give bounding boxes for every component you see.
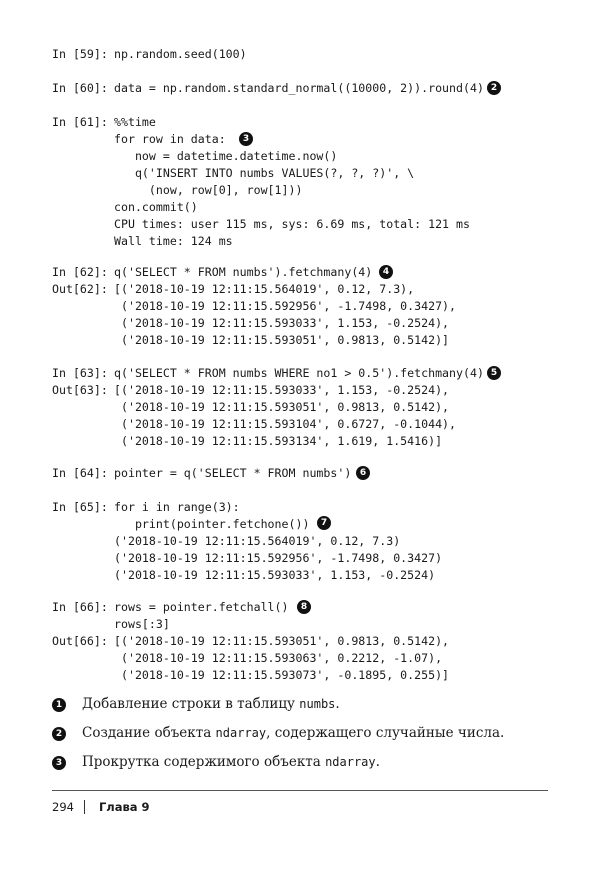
cell-61	[52, 114, 470, 250]
code-output-line: ('2018-10-19 12:11:15.593033', 1.153, -0.2524),	[114, 316, 450, 330]
note-text: Создание объекта	[82, 725, 216, 741]
code-line: rows[:3]	[114, 617, 170, 631]
note-text: .	[335, 696, 340, 712]
code-output-line: ('2018-10-19 12:11:15.593051', 0.9813, 0.5142)]	[114, 333, 450, 347]
page-footer	[52, 800, 150, 814]
cell-prompt: In [64]:	[52, 466, 108, 480]
cell-62	[52, 264, 456, 349]
cell-prompt: In [66]:	[52, 600, 108, 614]
cell-66	[52, 599, 449, 684]
cell-prompt: Out[62]:	[52, 282, 108, 296]
cell-59	[52, 46, 247, 63]
code-output-line: [('2018-10-19 12:11:15.564019', 0.12, 7.3),	[114, 282, 415, 296]
cell-60	[52, 80, 484, 97]
note-code: ndarray	[215, 726, 267, 740]
note-text: Прокрутка содержимого объекта	[82, 754, 326, 770]
footer-divider	[52, 790, 548, 791]
callout-4-icon: 4	[379, 265, 393, 279]
page-number: 294	[52, 800, 74, 814]
code-line: %%time	[114, 115, 156, 129]
code-output-line: [('2018-10-19 12:11:15.593051', 0.9813, 0.5142),	[114, 634, 450, 648]
code-output-line: ('2018-10-19 12:11:15.564019', 0.12, 7.3)	[114, 534, 401, 548]
cell-prompt: In [59]:	[52, 47, 108, 61]
cell-prompt: In [65]:	[52, 500, 108, 514]
code-line: q('INSERT INTO numbs VALUES(?, ?, ?)', \	[114, 166, 415, 180]
note-code: ndarray	[325, 755, 376, 769]
code-output-line: Wall time: 124 ms	[114, 234, 233, 248]
cell-prompt: Out[63]:	[52, 383, 108, 397]
code-line: (now, row[0], row[1]))	[114, 183, 303, 197]
callout-6-icon: 6	[356, 466, 370, 480]
code-line: pointer = q('SELECT * FROM numbs')	[114, 466, 352, 480]
code-output-line: ('2018-10-19 12:11:15.592956', -1.7498, 0.3427),	[114, 299, 457, 313]
note-text: Добавление строки в таблицу	[82, 696, 300, 712]
callout-5-icon: 5	[487, 366, 501, 380]
callout-8-icon: 8	[297, 600, 311, 614]
cell-prompt: In [63]:	[52, 366, 108, 380]
callout-7-icon: 7	[317, 516, 331, 530]
code-line: now = datetime.datetime.now()	[114, 149, 338, 163]
code-output-line: ('2018-10-19 12:11:15.593134', 1.619, 1.5416)]	[114, 434, 443, 448]
code-line: q('SELECT * FROM numbs').fetchmany(4)	[114, 265, 373, 279]
note-1	[52, 695, 340, 713]
code-output-line: ('2018-10-19 12:11:15.593073', -0.1895, 0.255)]	[114, 668, 450, 682]
callout-3-icon: 3	[239, 132, 253, 146]
callout-1-icon: 1	[52, 698, 66, 712]
callout-2-icon: 2	[52, 727, 66, 741]
callout-2-icon: 2	[487, 81, 501, 95]
code-output-line: ('2018-10-19 12:11:15.593104', 0.6727, -0.1044),	[114, 417, 457, 431]
cell-prompt: In [61]:	[52, 115, 108, 129]
code-line: rows = pointer.fetchall()	[114, 600, 289, 614]
code-output-line: ('2018-10-19 12:11:15.592956', -1.7498, 0.3427)	[114, 551, 443, 565]
code-line: data = np.random.standard_normal((10000, 2)).round(4)	[114, 81, 484, 95]
note-text: .	[375, 754, 380, 770]
code-line: for i in range(3):	[114, 500, 240, 514]
code-output-line: CPU times: user 115 ms, sys: 6.69 ms, total: 121 ms	[114, 217, 470, 231]
note-code: numbs	[299, 697, 336, 711]
code-line: con.commit()	[114, 200, 198, 214]
cell-65	[52, 499, 442, 584]
code-output-line: [('2018-10-19 12:11:15.593033', 1.153, -0.2524),	[114, 383, 450, 397]
chapter-label: Глава 9	[98, 800, 150, 814]
cell-prompt: In [60]:	[52, 81, 108, 95]
code-line: q('SELECT * FROM numbs WHERE no1 > 0.5').fetchmany(4)	[114, 366, 484, 380]
code-line: for row in data:	[114, 132, 226, 146]
note-text: , содержащего случайные числа.	[266, 725, 505, 741]
note-2	[52, 724, 504, 742]
footer-separator	[84, 800, 85, 814]
note-3	[52, 753, 380, 771]
code-line: print(pointer.fetchone())	[114, 517, 310, 531]
cell-prompt: In [62]:	[52, 265, 108, 279]
cell-64	[52, 465, 351, 482]
cell-63	[52, 365, 484, 450]
cell-prompt: Out[66]:	[52, 634, 108, 648]
callout-3-icon: 3	[52, 756, 66, 770]
code-output-line: ('2018-10-19 12:11:15.593033', 1.153, -0.2524)	[114, 568, 436, 582]
code-output-line: ('2018-10-19 12:11:15.593063', 0.2212, -1.07),	[114, 651, 443, 665]
code-line: np.random.seed(100)	[114, 47, 247, 61]
code-output-line: ('2018-10-19 12:11:15.593051', 0.9813, 0.5142),	[114, 400, 450, 414]
